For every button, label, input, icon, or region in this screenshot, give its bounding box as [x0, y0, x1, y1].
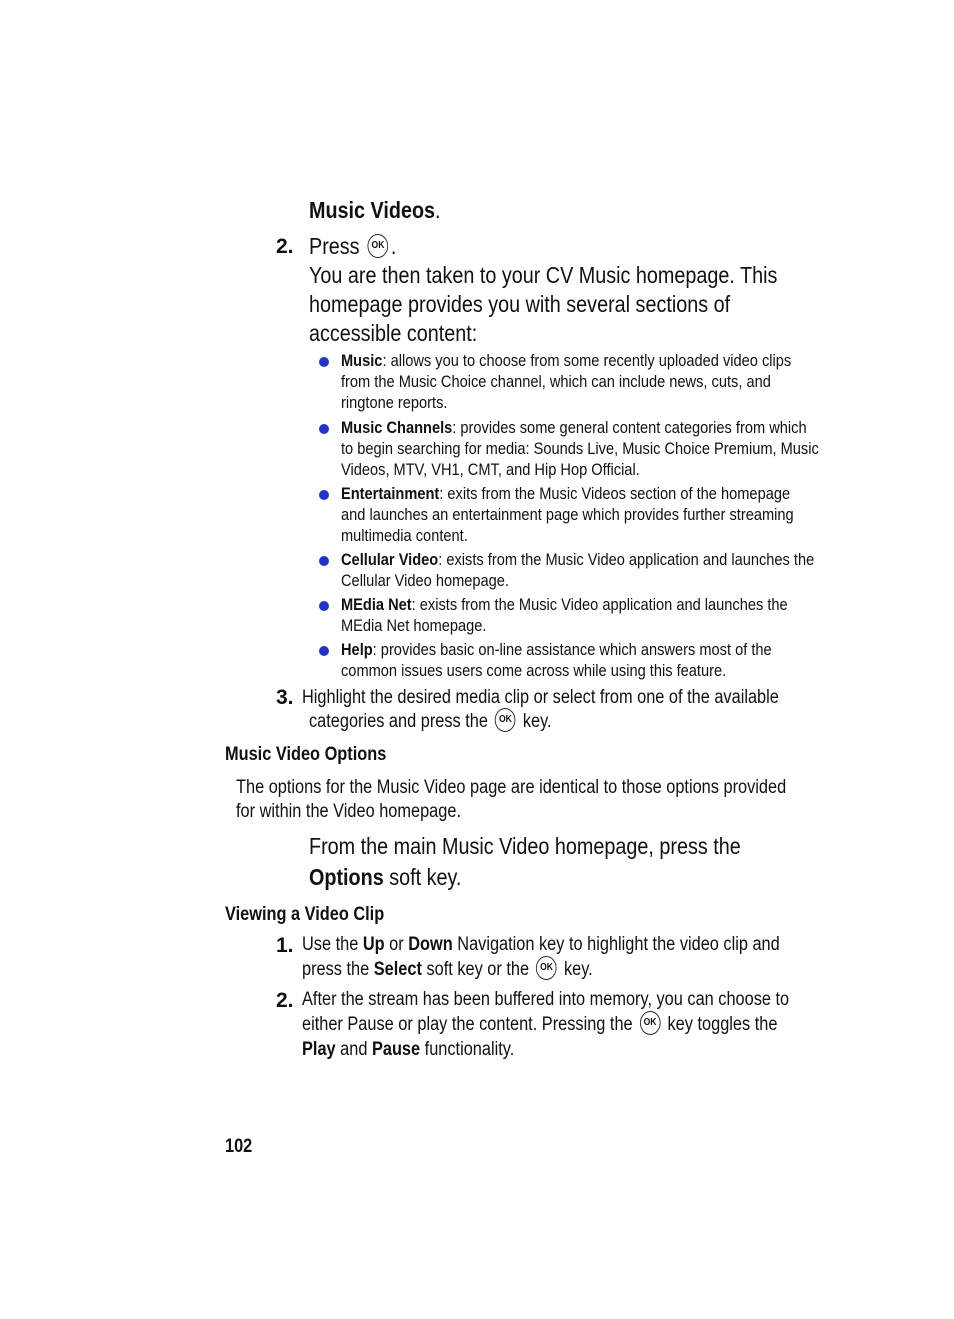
bullet-icon — [319, 601, 329, 611]
bullet-icon — [319, 490, 329, 500]
step-3-number: 3. — [276, 686, 294, 709]
ok-key-icon — [536, 956, 557, 980]
viewing-video-clip-heading: Viewing a Video Clip — [225, 904, 385, 925]
page-number: 102 — [225, 1136, 253, 1157]
bullet-music: Music: allows you to choose from some recently uploaded video clips from the Music Choice channel, which can include news, cuts, and ringtone reports. — [341, 351, 792, 412]
bullet-icon — [319, 424, 329, 434]
bullet-icon — [319, 646, 329, 656]
bullet-music-channels: Music Channels: provides some general content categories from which to begin searching for media: Sounds Live, Music Choice Premium, Music Videos, MTV, VH1, CMT, and Hip Hop Official. — [341, 418, 819, 479]
ok-key-icon — [640, 1011, 661, 1035]
step-3-line-2: categories and press the OK key. — [309, 710, 591, 734]
viewing-step-2-number: 2. — [276, 989, 294, 1012]
ok-key-icon — [495, 708, 516, 732]
step-3-line-1: Highlight the desired media clip or select from one of the available — [302, 687, 779, 708]
bullet-help: Help: provides basic on-line assistance which answers most of the common issues users come across while using this feature. — [341, 640, 772, 680]
bullet-media-net: MEdia Net: exists from the Music Video application and launches the MEdia Net homepage. — [341, 595, 788, 635]
bullet-icon — [319, 556, 329, 566]
step-2-description: You are then taken to your CV Music homepage. This homepage provides you with several sections of accessible content: — [309, 262, 778, 346]
options-instruction: From the main Music Video homepage, press the Options soft key. — [309, 833, 741, 890]
bullet-icon — [319, 357, 329, 367]
viewing-step-1-number: 1. — [276, 934, 294, 957]
music-video-options-heading: Music Video Options — [225, 744, 387, 765]
ok-key-icon — [368, 234, 389, 258]
viewing-step-1: Use the Up or Down Navigation key to highlight the video clip and press the Select soft key or the OK key. — [302, 933, 858, 982]
music-video-options-paragraph: The options for the Music Video page are identical to those options provided for within the Video homepage. — [236, 777, 787, 822]
step-2-number: 2. — [276, 235, 294, 258]
options-term: Options — [309, 864, 384, 890]
music-videos-term: Music Videos — [309, 197, 436, 223]
step1-continuation: Music Videos. — [309, 197, 441, 223]
step-2-press-line: Press OK . — [309, 232, 411, 261]
bullet-entertainment: Entertainment: exits from the Music Videos section of the homepage and launches an entertainment page which provides further streaming multimedia content. — [341, 484, 794, 545]
viewing-step-2: After the stream has been buffered into memory, you can choose to either Pause or play the content. Pressing the OK key toggles the Play and Pause functionality. — [302, 988, 868, 1062]
bullet-cellular-video: Cellular Video: exists from the Music Video application and launches the Cellular Video homepage. — [341, 550, 815, 590]
